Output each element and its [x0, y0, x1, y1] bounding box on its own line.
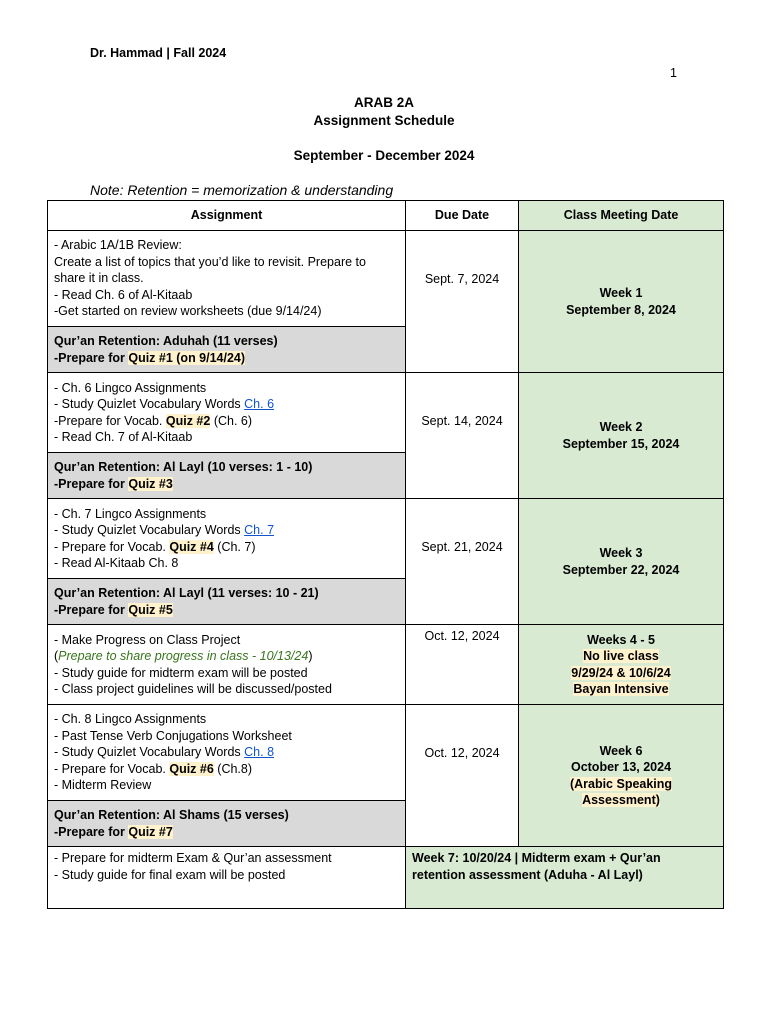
quiz-prefix: -Prepare for: [54, 350, 129, 365]
quiz-highlight: Quiz #5: [128, 602, 173, 617]
schedule-table: [47, 200, 724, 909]
table-row: [48, 847, 724, 909]
assignment-cell: [48, 625, 406, 705]
quiz-highlight: Quiz #1 (on 9/14/24): [128, 350, 246, 365]
quiz-prefix: -Prepare for: [54, 824, 129, 839]
assignment-cell: [48, 705, 406, 801]
assignment-line: - Read Ch. 6 of Al-Kitaab: [54, 287, 193, 302]
instructor-header: Dr. Hammad | Fall 2024: [90, 46, 227, 60]
line-text: (Ch. 7): [213, 539, 256, 554]
quiz-highlight: Quiz #4: [169, 539, 214, 554]
week-label: Weeks 4 - 5: [587, 632, 655, 647]
progress-note: Prepare to share progress in class - 10/13/24: [58, 649, 309, 663]
speaking-assessment-label: Assessment): [582, 793, 660, 807]
quizlet-link[interactable]: Ch. 8: [244, 745, 275, 760]
line-text: (Ch.8): [213, 761, 253, 776]
page-number: 1: [670, 66, 677, 80]
quiz-highlight: Quiz #7: [128, 824, 173, 839]
assignment-line: - Read Al-Kitaab Ch. 8: [54, 556, 179, 570]
term-dates: September - December 2024: [293, 148, 475, 163]
assignment-line: - Midterm Review: [54, 778, 152, 793]
quran-cell: [48, 327, 406, 373]
due-date-cell: Oct. 12, 2024: [406, 705, 519, 847]
assignment-line: - Make Progress on Class Project: [54, 632, 241, 647]
table-header-row: [48, 201, 724, 231]
assignment-line: Create a list of topics that you’d like to revisit. Prepare to share it in class.: [54, 254, 366, 286]
assignment-line: [54, 744, 399, 761]
table-row: [48, 499, 724, 579]
week-date: September 8, 2024: [566, 302, 676, 317]
assignment-line: - Ch. 6 Lingco Assignments: [54, 380, 207, 395]
assignment-line: - Class project guidelines will be discussed/posted: [54, 682, 332, 696]
assignment-cell: [48, 231, 406, 327]
quran-cell: [48, 801, 406, 847]
assignment-line: [54, 761, 399, 778]
assignment-cell: [48, 499, 406, 579]
assignment-line: - Study guide for midterm exam will be posted: [54, 665, 308, 680]
week-date: October 13, 2024: [570, 760, 672, 774]
quran-cell: [48, 453, 406, 499]
assignment-line: [54, 522, 399, 539]
meeting-cell: [519, 231, 724, 373]
assignment-line: - Ch. 7 Lingco Assignments: [54, 506, 207, 521]
line-text: - Prepare for Vocab.: [54, 761, 170, 776]
week-label: Week 6: [599, 743, 643, 758]
quran-line: Qur’an Retention: Al Shams (15 verses): [54, 808, 289, 822]
week-date: September 15, 2024: [562, 436, 680, 451]
no-class-dates: 9/29/24 & 10/6/24: [571, 665, 671, 680]
col-due-date: Due Date: [406, 201, 519, 231]
line-text: - Prepare for Vocab.: [54, 539, 170, 554]
quiz-line: [54, 824, 399, 841]
line-text: - Study Quizlet Vocabulary Words: [54, 397, 245, 411]
quiz-line: [54, 476, 399, 493]
assignment-line: -Get started on review worksheets (due 9/14/24): [54, 304, 322, 319]
assignment-line: - Read Ch. 7 of Al-Kitaab: [54, 430, 193, 444]
assignment-line: - Past Tense Verb Conjugations Worksheet: [54, 728, 292, 743]
no-class-label: No live class: [583, 649, 659, 663]
retention-note: Note: Retention = memorization & understanding: [90, 182, 394, 198]
assignment-line: - Ch. 8 Lingco Assignments: [54, 712, 207, 727]
quiz-line: [54, 350, 399, 367]
assignment-line: [54, 539, 399, 556]
line-text: (Ch. 6): [210, 413, 253, 428]
quiz-highlight: Quiz #3: [128, 476, 173, 491]
course-title: ARAB 2A: [353, 95, 414, 110]
meeting-cell: [519, 499, 724, 625]
meeting-cell: [519, 625, 724, 705]
quiz-prefix: -Prepare for: [54, 602, 129, 617]
assignment-line: [54, 396, 399, 413]
line-text: -Prepare for Vocab.: [54, 413, 166, 428]
midterm-info-cell: Week 7: 10/20/24 | Midterm exam + Qur’an retention assessment (Aduha - Al Layl): [406, 847, 724, 909]
table-row: [48, 373, 724, 453]
speaking-assessment-label: (Arabic Speaking: [569, 776, 673, 791]
assignment-cell: [48, 373, 406, 453]
table-row: [48, 625, 724, 705]
meeting-cell: [519, 373, 724, 499]
quran-line: Qur’an Retention: Al Layl (11 verses: 10 - 21): [54, 586, 319, 600]
week-date: September 22, 2024: [562, 562, 680, 577]
table-row: [48, 705, 724, 801]
assignment-line: - Study guide for final exam will be posted: [54, 867, 286, 882]
bayan-intensive-label: Bayan Intensive: [573, 682, 669, 696]
week-label: Week 3: [599, 546, 643, 560]
assignment-line: [54, 648, 399, 665]
due-date-cell: Sept. 14, 2024: [406, 373, 519, 499]
quran-cell: [48, 579, 406, 625]
quiz-prefix: -Prepare for: [54, 476, 129, 491]
assignment-line: - Arabic 1A/1B Review:: [54, 238, 182, 253]
due-date-cell: Oct. 12, 2024: [406, 625, 519, 705]
line-text: - Study Quizlet Vocabulary Words: [54, 745, 245, 760]
week-label: Week 1: [599, 286, 643, 300]
col-assignment: Assignment: [48, 201, 406, 231]
quran-line: Qur’an Retention: Al Layl (10 verses: 1 - 10): [54, 460, 313, 474]
meeting-cell: [519, 705, 724, 847]
assignment-cell: [48, 847, 406, 909]
schedule-subtitle: Assignment Schedule: [313, 113, 455, 128]
quizlet-link[interactable]: Ch. 7: [244, 523, 275, 537]
line-text: - Study Quizlet Vocabulary Words: [54, 523, 245, 537]
quizlet-link[interactable]: Ch. 6: [244, 397, 275, 411]
line-text: ): [308, 649, 313, 663]
line-text: (: [54, 649, 59, 663]
quiz-line: [54, 602, 399, 619]
due-date-cell: Sept. 7, 2024: [406, 231, 519, 373]
assignment-line: - Prepare for midterm Exam & Qur’an assessment: [54, 851, 332, 865]
col-class-meeting: Class Meeting Date: [519, 201, 724, 231]
table-row: [48, 231, 724, 327]
due-date-cell: Sept. 21, 2024: [406, 499, 519, 625]
quiz-highlight: Quiz #2: [165, 413, 211, 428]
quiz-highlight: Quiz #6: [169, 761, 214, 776]
quran-line: Qur’an Retention: Aduhah (11 verses): [54, 334, 278, 348]
assignment-line: [54, 413, 399, 430]
week-label: Week 2: [599, 420, 643, 434]
